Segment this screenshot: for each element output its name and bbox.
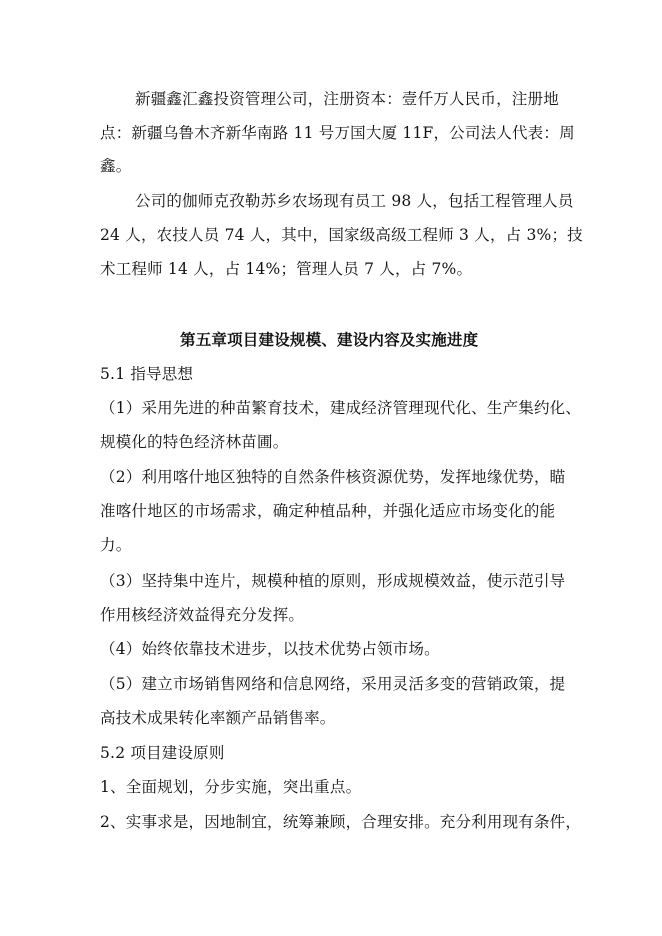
principle-2-line-1: （2）利用喀什地区独特的自然条件核资源优势，发挥地缘优势，瞄 — [100, 468, 566, 486]
principle-4-line-1: （4）始终依靠技术进步，以技术优势占领市场。 — [100, 640, 440, 658]
principle-5-line-1: （5）建立市场销售网络和信息网络，采用灵活多变的营销政策，提 — [100, 675, 566, 693]
section-5-2-title: 5.2 项目建设原则 — [100, 744, 225, 762]
company-paragraph-line-2: 点：新疆乌鲁木齐新华南路 11 号万国大厦 11F，公司法人代表：周 — [100, 124, 575, 142]
principle-5-line-2: 高技术成果转化率额产品销售率。 — [100, 709, 336, 727]
principle-3-line-1: （3）坚持集中连片，规模种植的原则，形成规模效益，使示范引导 — [100, 572, 566, 590]
section-5-1-title: 5.1 指导思想 — [100, 365, 194, 383]
principle-3-line-2: 作用核经济效益得充分发挥。 — [100, 606, 305, 624]
principle-2-line-2: 准喀什地区的市场需求，确定种植品种，并强化适应市场变化的能 — [100, 502, 556, 520]
staff-paragraph-line-3: 术工程师 14 人，占 14%；管理人员 7 人，占 7%。 — [100, 260, 473, 278]
principle-1-line-1: （1）采用先进的种苗繁育技术，建成经济管理现代化、生产集约化、 — [100, 399, 582, 417]
company-paragraph-line-3: 鑫。 — [100, 157, 132, 175]
staff-paragraph-line-1: 公司的伽师克孜勒苏乡农场现有员工 98 人，包括工程管理人员 — [135, 192, 574, 210]
company-paragraph-line-1: 新疆鑫汇鑫投资管理公司，注册资本：壹仟万人民币，注册地 — [135, 90, 559, 108]
principle-2-line-3: 力。 — [100, 536, 132, 554]
construction-principle-2: 2、实事求是，因地制宜，统筹兼顾，合理安排。充分利用现有条件， — [100, 813, 582, 831]
construction-principle-1: 1、全面规划，分步实施，突出重点。 — [100, 778, 362, 796]
principle-1-line-2: 规模化的特色经济林苗圃。 — [100, 433, 289, 451]
chapter-title: 第五章项目建设规模、建设内容及实施进度 — [180, 331, 479, 349]
staff-paragraph-line-2: 24 人，农技人员 74 人，其中，国家级高级工程师 3 人，占 3%；技 — [100, 226, 583, 244]
